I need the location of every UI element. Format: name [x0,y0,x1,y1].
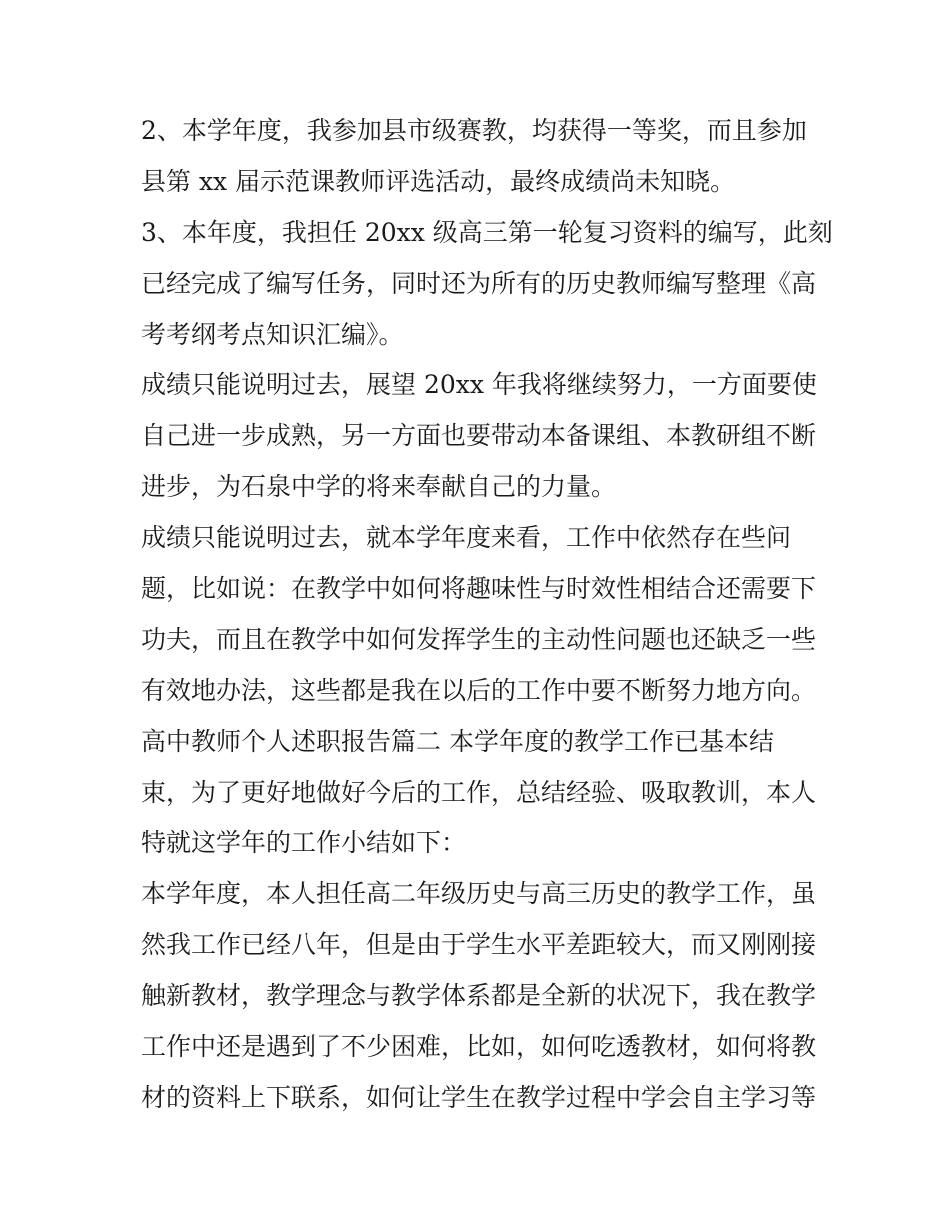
text-line: 材的资料上下联系，如何让学生在教学过程中学会自主学习等 [141,1082,817,1112]
text-line: 进步，为石泉中学的将来奉献自己的力量。 [141,472,617,502]
text-line: 题，比如说：在教学中如何将趣味性与时效性相结合还需要下 [141,574,817,604]
text-line: 考考纲考点知识汇编》。 [141,319,404,349]
text-line: 高中教师个人述职报告篇二 本学年度的教学工作已基本结 [141,726,774,756]
text-line: 触新教材，教学理念与教学体系都是全新的状况下，我在教学 [141,981,817,1011]
text-line: 成绩只能说明过去，展望 20xx 年我将继续努力，一方面要使 [141,370,817,400]
text-line: 工作中还是遇到了不少困难，比如，如何吃透教材，如何将教 [141,1032,817,1062]
text-line: 2、本学年度，我参加县市级赛教，均获得一等奖，而且参加 [141,116,807,145]
text-line: 功夫，而且在教学中如何发挥学生的主动性问题也还缺乏一些 [141,624,817,654]
text-line: 已经完成了编写任务，同时还为所有的历史教师编写整理《高 [141,268,817,298]
text-line: 然我工作已经八年，但是由于学生水平差距较大，而又刚刚接 [141,930,817,960]
document-body [141,106,833,1124]
text-line: 县第 xx 届示范课教师评选活动，最终成绩尚未知晓。 [141,166,736,196]
text-line: 本学年度，本人担任高二年级历史与高三历史的教学工作，虽 [141,879,817,909]
text-line: 有效地办法，这些都是我在以后的工作中要不断努力地方向。 [141,675,817,705]
text-line: 特就这学年的工作小结如下： [141,828,467,858]
text-line: 3、本年度，我担任 20xx 级高三第一轮复习资料的编写，此刻 [141,217,833,247]
text-line: 成绩只能说明过去，就本学年度来看，工作中依然存在些问 [141,523,792,553]
text-line: 束，为了更好地做好今后的工作，总结经验、吸取教训，本人 [141,777,817,807]
text-line: 自己进一步成熟，另一方面也要带动本备课组、本教研组不断 [141,421,817,451]
